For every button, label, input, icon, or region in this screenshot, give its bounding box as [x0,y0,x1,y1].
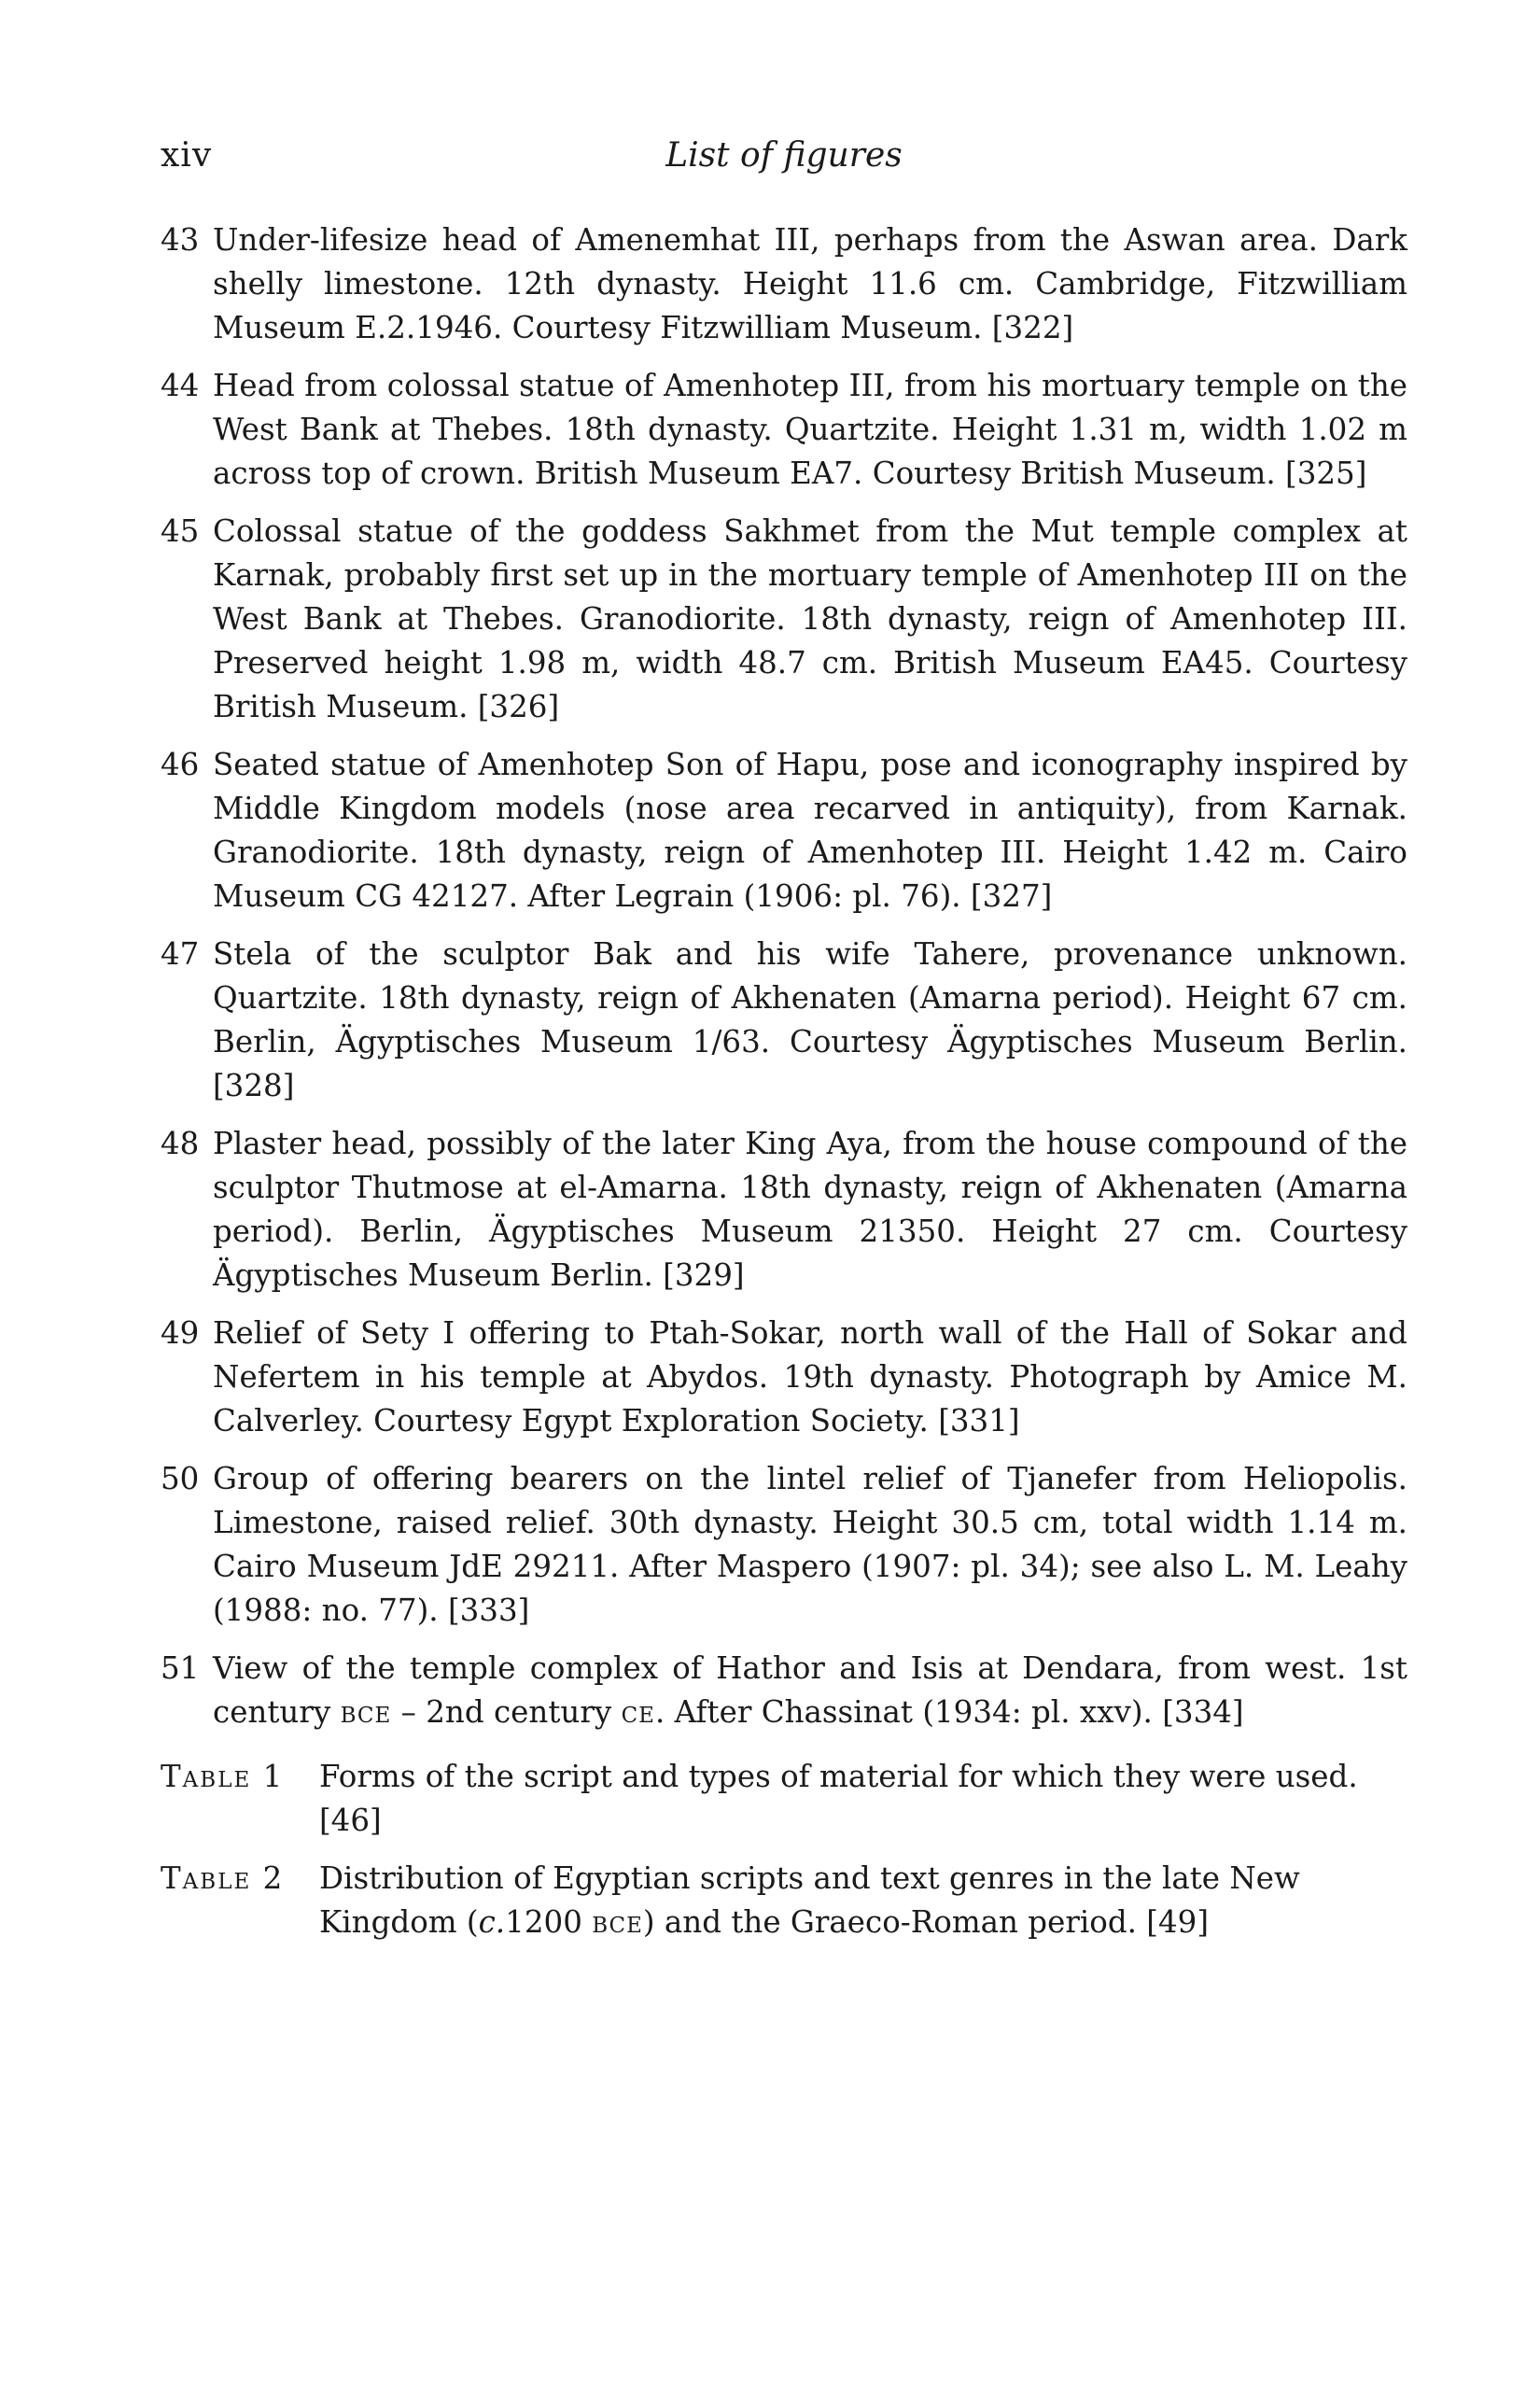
figure-number: 48 [161,1126,200,1161]
circa-abbreviation: c. [478,1904,506,1940]
running-title: List of figures [665,136,903,175]
figure-caption: Head from colossal statue of Amenhotep III, from his mortuary temple on the West Bank at Thebes. 18th dynasty. Quartzite. Height 1.31 m, width 1.02 m across top of crown. British Museum EA7. Courtesy British Museum. [325] [213,368,1407,491]
era-abbreviation: ce [621,1694,655,1730]
table-list [161,1755,1407,1958]
figure-number: 44 [161,368,200,403]
figure-number: 45 [161,513,200,549]
figure-caption: Group of offering bearers on the lintel relief of Tjanefer from Heliopolis. Limestone, raised relief. 30th dynasty. Height 30.5 cm, total width 1.14 m. Cairo Museum JdE 29211. After Maspero (1907: pl. 34); see also L. M. Leahy (1988: no. 77). [333] [213,1461,1407,1628]
figure-entry [161,743,1407,919]
figure-number: 49 [161,1315,200,1351]
figure-caption: Seated statue of Amenhotep Son of Hapu, pose and iconography inspired by Middle Kingdom models (nose area recarved in antiquity), from Karnak. Granodiorite. 18th dynasty, reign of Amenhotep III. Height 1.42 m. Cairo Museum CG 42127. After Legrain (1906: pl. 76). [327] [213,747,1407,914]
era-abbreviation: bce [592,1904,643,1940]
figure-entry [161,1312,1407,1443]
figure-entry [161,218,1407,350]
figure-list [161,218,1407,1748]
caption-text: Distribution of Egyptian scripts and text genres in the late New Kingdom ( [319,1860,1300,1940]
figure-caption: Relief of Sety I offering to Ptah-Sokar, north wall of the Hall of Sokar and Nefertem in his temple at Abydos. 19th dynasty. Photograph by Amice M. Calverley. Courtesy Egypt Exploration Society. [331] [213,1315,1407,1439]
figure-entry [161,1122,1407,1298]
figure-caption: Under-lifesize head of Amenemhat III, perhaps from the Aswan area. Dark shelly limestone. 12th dynasty. Height 11.6 cm. Cambridge, Fitzwilliam Museum E.2.1946. Courtesy Fitzwilliam Museum. [322] [213,222,1407,345]
page-number: xiv [161,136,213,175]
figure-number: 47 [161,936,200,972]
caption-text: – 2nd century [391,1694,622,1730]
running-head [161,136,1407,183]
figure-number: 43 [161,222,200,258]
figure-caption [213,1650,1407,1730]
caption-text: 1200 [505,1904,593,1940]
table-label: Table 2 [161,1860,285,1896]
figure-caption: Colossal statue of the goddess Sakhmet from the Mut temple complex at Karnak, probably first set up in the mortuary temple of Amenhotep III on the West Bank at Thebes. Granodiorite. 18th dynasty, reign of Amenhotep III. Preserved height 1.98 m, width 48.7 cm. British Museum EA45. Courtesy British Museum. [326] [213,513,1407,724]
caption-text: . After Chassinat (1934: pl. xxv). [334] [654,1694,1244,1730]
figure-entry [161,933,1407,1108]
figure-entry [161,510,1407,729]
table-caption: Forms of the script and types of material for which they were used. [46] [319,1759,1358,1838]
caption-text: View of the temple complex of Hathor and Isis at Dendara, from west. 1st century [213,1650,1407,1730]
figure-entry [161,364,1407,496]
caption-text: ) and the Graeco-Roman period. [49] [642,1904,1209,1940]
figure-entry [161,1457,1407,1633]
figure-number: 50 [161,1461,200,1496]
figure-caption: Stela of the sculptor Bak and his wife Tahere, provenance unknown. Quartzite. 18th dynasty, reign of Akhenaten (Amarna period). Height 67 cm. Berlin, Ägyptisches Museum 1/63. Courtesy Ägyptisches Museum Berlin. [328] [213,936,1407,1103]
table-caption [319,1857,1407,1944]
figure-number: 51 [161,1650,200,1686]
figure-entry [161,1647,1407,1734]
figure-caption: Plaster head, possibly of the later King Aya, from the house compound of the sculptor Thutmose at el-Amarna. 18th dynasty, reign of Akhenaten (Amarna period). Berlin, Ägyptisches Museum 21350. Height 27 cm. Courtesy Ägyptisches Museum Berlin. [329] [213,1126,1407,1293]
table-entry [161,1857,1407,1944]
figure-number: 46 [161,747,200,782]
table-label: Table 1 [161,1759,285,1794]
era-abbreviation: bce [340,1694,392,1730]
table-entry [161,1755,1407,1843]
